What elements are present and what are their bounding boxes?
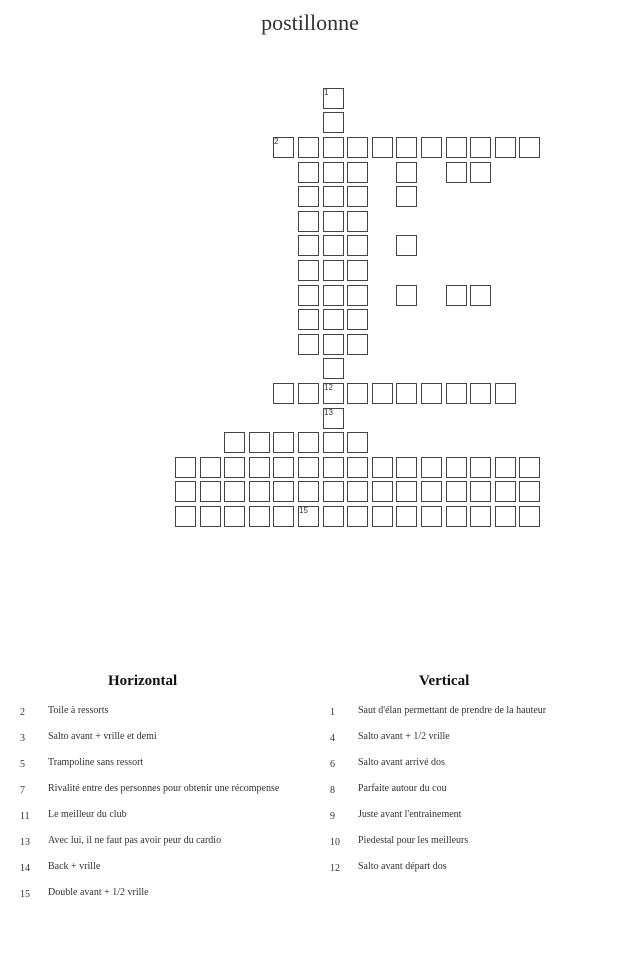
crossword-cell[interactable] (323, 260, 344, 281)
crossword-cell[interactable] (347, 334, 368, 355)
crossword-cell[interactable] (470, 506, 491, 527)
cell-number: 12 (324, 383, 333, 392)
crossword-cell[interactable] (347, 235, 368, 256)
cell-number: 15 (299, 506, 308, 515)
clue-number: 3 (20, 733, 25, 744)
clue-number: 12 (330, 863, 340, 874)
crossword-cell[interactable] (273, 432, 294, 453)
crossword-cell[interactable] (470, 285, 491, 306)
clue-row (330, 729, 620, 746)
clue-text: Parfaite autour du cou (358, 783, 447, 794)
crossword-cell[interactable] (396, 285, 417, 306)
crossword-cell[interactable] (298, 186, 319, 207)
clue-number: 6 (330, 759, 335, 770)
crossword-cell[interactable] (323, 309, 344, 330)
crossword-cell[interactable] (200, 481, 221, 502)
crossword-cell[interactable] (470, 137, 491, 158)
crossword-cell[interactable] (323, 162, 344, 183)
clue-row (20, 729, 310, 746)
crossword-cell[interactable] (347, 506, 368, 527)
crossword-cell[interactable] (298, 162, 319, 183)
crossword-cell[interactable] (298, 260, 319, 281)
clue-row (330, 755, 620, 772)
clue-text: Saut d'élan permettant de prendre de la hauteur (358, 705, 547, 716)
horizontal-heading: Horizontal (108, 673, 178, 689)
clue-row (20, 781, 310, 798)
crossword-cell[interactable] (470, 457, 491, 478)
clue-number: 4 (330, 733, 335, 744)
crossword-cell[interactable] (175, 506, 196, 527)
crossword-cell[interactable] (396, 383, 417, 404)
crossword-cell[interactable] (347, 457, 368, 478)
clue-text: Juste avant l'entrainement (358, 809, 462, 820)
crossword-cell[interactable] (200, 457, 221, 478)
crossword-cell[interactable] (446, 383, 467, 404)
clue-text: Trampoline sans ressort (48, 757, 144, 768)
clue-row (20, 703, 310, 720)
crossword-cell[interactable] (273, 506, 294, 527)
crossword-cell[interactable] (224, 481, 245, 502)
crossword-cell[interactable] (298, 211, 319, 232)
clue-number: 9 (330, 811, 335, 822)
crossword-cell[interactable] (323, 88, 344, 109)
crossword-cell[interactable] (249, 457, 270, 478)
crossword-cell[interactable] (372, 383, 393, 404)
clue-number: 2 (20, 707, 25, 718)
crossword-cell[interactable] (323, 112, 344, 133)
crossword-cell[interactable] (298, 137, 319, 158)
crossword-cell[interactable] (396, 162, 417, 183)
crossword-cell[interactable] (175, 457, 196, 478)
clue-text: Salto avant départ dos (358, 861, 447, 872)
crossword-cell[interactable] (249, 432, 270, 453)
crossword-cell[interactable] (298, 506, 319, 527)
crossword-cell[interactable] (323, 358, 344, 379)
crossword-cell[interactable] (421, 137, 442, 158)
crossword-cell[interactable] (298, 285, 319, 306)
crossword-cell[interactable] (298, 334, 319, 355)
crossword-cell[interactable] (446, 162, 467, 183)
crossword-cell[interactable] (298, 481, 319, 502)
crossword-cell[interactable] (495, 137, 516, 158)
crossword-cell[interactable] (495, 457, 516, 478)
crossword-cell[interactable] (446, 457, 467, 478)
clue-number: 5 (20, 759, 25, 770)
cell-number: 13 (324, 408, 333, 417)
crossword-cell[interactable] (372, 457, 393, 478)
crossword-cell[interactable] (323, 211, 344, 232)
crossword-cell[interactable] (396, 457, 417, 478)
crossword-cell[interactable] (249, 506, 270, 527)
crossword-cell[interactable] (446, 285, 467, 306)
clue-number: 8 (330, 785, 335, 796)
clue-text: Double avant + 1/2 vrille (48, 887, 149, 898)
clue-number: 1 (330, 707, 335, 718)
crossword-cell[interactable] (519, 481, 540, 502)
crossword-cell[interactable] (323, 432, 344, 453)
crossword-cell[interactable] (396, 506, 417, 527)
crossword-cell[interactable] (495, 383, 516, 404)
crossword-cell[interactable] (323, 186, 344, 207)
clue-number: 10 (330, 837, 340, 848)
crossword-cell[interactable] (446, 137, 467, 158)
clue-text: Salto avant arrivé dos (358, 757, 445, 768)
crossword-cell[interactable] (273, 481, 294, 502)
crossword-cell[interactable] (298, 309, 319, 330)
clue-row (20, 833, 310, 850)
clue-number: 14 (20, 863, 30, 874)
crossword-cell[interactable] (421, 383, 442, 404)
crossword-cell[interactable] (495, 506, 516, 527)
crossword-cell[interactable] (323, 408, 344, 429)
crossword-cell[interactable] (347, 285, 368, 306)
crossword-cell[interactable] (470, 383, 491, 404)
clue-row (330, 703, 620, 720)
crossword-cell[interactable] (421, 481, 442, 502)
crossword-cell[interactable] (323, 235, 344, 256)
crossword-cell[interactable] (224, 506, 245, 527)
crossword-cell[interactable] (519, 506, 540, 527)
cell-number: 1 (324, 88, 329, 97)
crossword-cell[interactable] (396, 186, 417, 207)
crossword-cell[interactable] (323, 481, 344, 502)
crossword-cell[interactable] (421, 457, 442, 478)
crossword-cell[interactable] (298, 383, 319, 404)
crossword-cell[interactable] (372, 481, 393, 502)
crossword-cell[interactable] (323, 457, 344, 478)
crossword-cell[interactable] (347, 309, 368, 330)
crossword-cell[interactable] (273, 137, 294, 158)
clue-number: 11 (20, 811, 30, 822)
crossword-cell[interactable] (175, 481, 196, 502)
crossword-cell[interactable] (323, 137, 344, 158)
clue-row (330, 781, 620, 798)
clue-text: Back + vrille (48, 861, 101, 872)
crossword-cell[interactable] (298, 457, 319, 478)
crossword-cell[interactable] (347, 186, 368, 207)
clue-text: Avec lui, il ne faut pas avoir peur du cardio (48, 835, 222, 846)
crossword-cell[interactable] (470, 162, 491, 183)
crossword-cell[interactable] (372, 137, 393, 158)
crossword-cell[interactable] (273, 457, 294, 478)
crossword-cell[interactable] (323, 506, 344, 527)
crossword-cell[interactable] (224, 432, 245, 453)
clue-number: 7 (20, 785, 25, 796)
page-title: postillonne (261, 10, 359, 35)
horizontal-clue-list (20, 703, 310, 911)
crossword-cell[interactable] (446, 506, 467, 527)
clue-row (330, 859, 620, 876)
clue-number: 13 (20, 837, 30, 848)
crossword-cell[interactable] (323, 334, 344, 355)
crossword-cell[interactable] (372, 506, 393, 527)
crossword-cell[interactable] (396, 481, 417, 502)
crossword-cell[interactable] (273, 383, 294, 404)
cell-number: 2 (274, 137, 279, 146)
crossword-cell[interactable] (519, 137, 540, 158)
crossword-cell[interactable] (323, 383, 344, 404)
crossword-cell[interactable] (298, 235, 319, 256)
clue-text: Salto avant + 1/2 vrille (358, 731, 450, 742)
clue-text: Rivalité entre des personnes pour obtenir une récompense (48, 783, 280, 794)
crossword-cell[interactable] (421, 506, 442, 527)
crossword-cell[interactable] (347, 162, 368, 183)
clue-row (20, 755, 310, 772)
crossword-cell[interactable] (347, 260, 368, 281)
clue-row (20, 859, 310, 876)
clue-text: Salto avant + vrille et demi (48, 731, 157, 742)
clue-row (20, 885, 310, 902)
vertical-heading: Vertical (419, 673, 470, 689)
clue-row (20, 807, 310, 824)
crossword-cell[interactable] (495, 481, 516, 502)
crossword-cell[interactable] (347, 432, 368, 453)
crossword-cell[interactable] (224, 457, 245, 478)
crossword-cell[interactable] (396, 235, 417, 256)
crossword-cell[interactable] (347, 137, 368, 158)
crossword-cell[interactable] (200, 506, 221, 527)
vertical-clue-list (330, 703, 620, 885)
crossword-cell[interactable] (470, 481, 491, 502)
crossword-cell[interactable] (446, 481, 467, 502)
crossword-cell[interactable] (298, 432, 319, 453)
clue-row (330, 807, 620, 824)
crossword-cell[interactable] (347, 383, 368, 404)
crossword-cell[interactable] (347, 481, 368, 502)
clue-number: 15 (20, 889, 30, 900)
crossword-cell[interactable] (323, 285, 344, 306)
clue-text: Toile à ressorts (48, 705, 109, 716)
crossword-cell[interactable] (396, 137, 417, 158)
crossword-cell[interactable] (249, 481, 270, 502)
clue-text: Piedestal pour les meilleurs (358, 835, 469, 846)
clue-row (330, 833, 620, 850)
clue-text: Le meilleur du club (48, 809, 127, 820)
crossword-cell[interactable] (347, 211, 368, 232)
crossword-cell[interactable] (519, 457, 540, 478)
